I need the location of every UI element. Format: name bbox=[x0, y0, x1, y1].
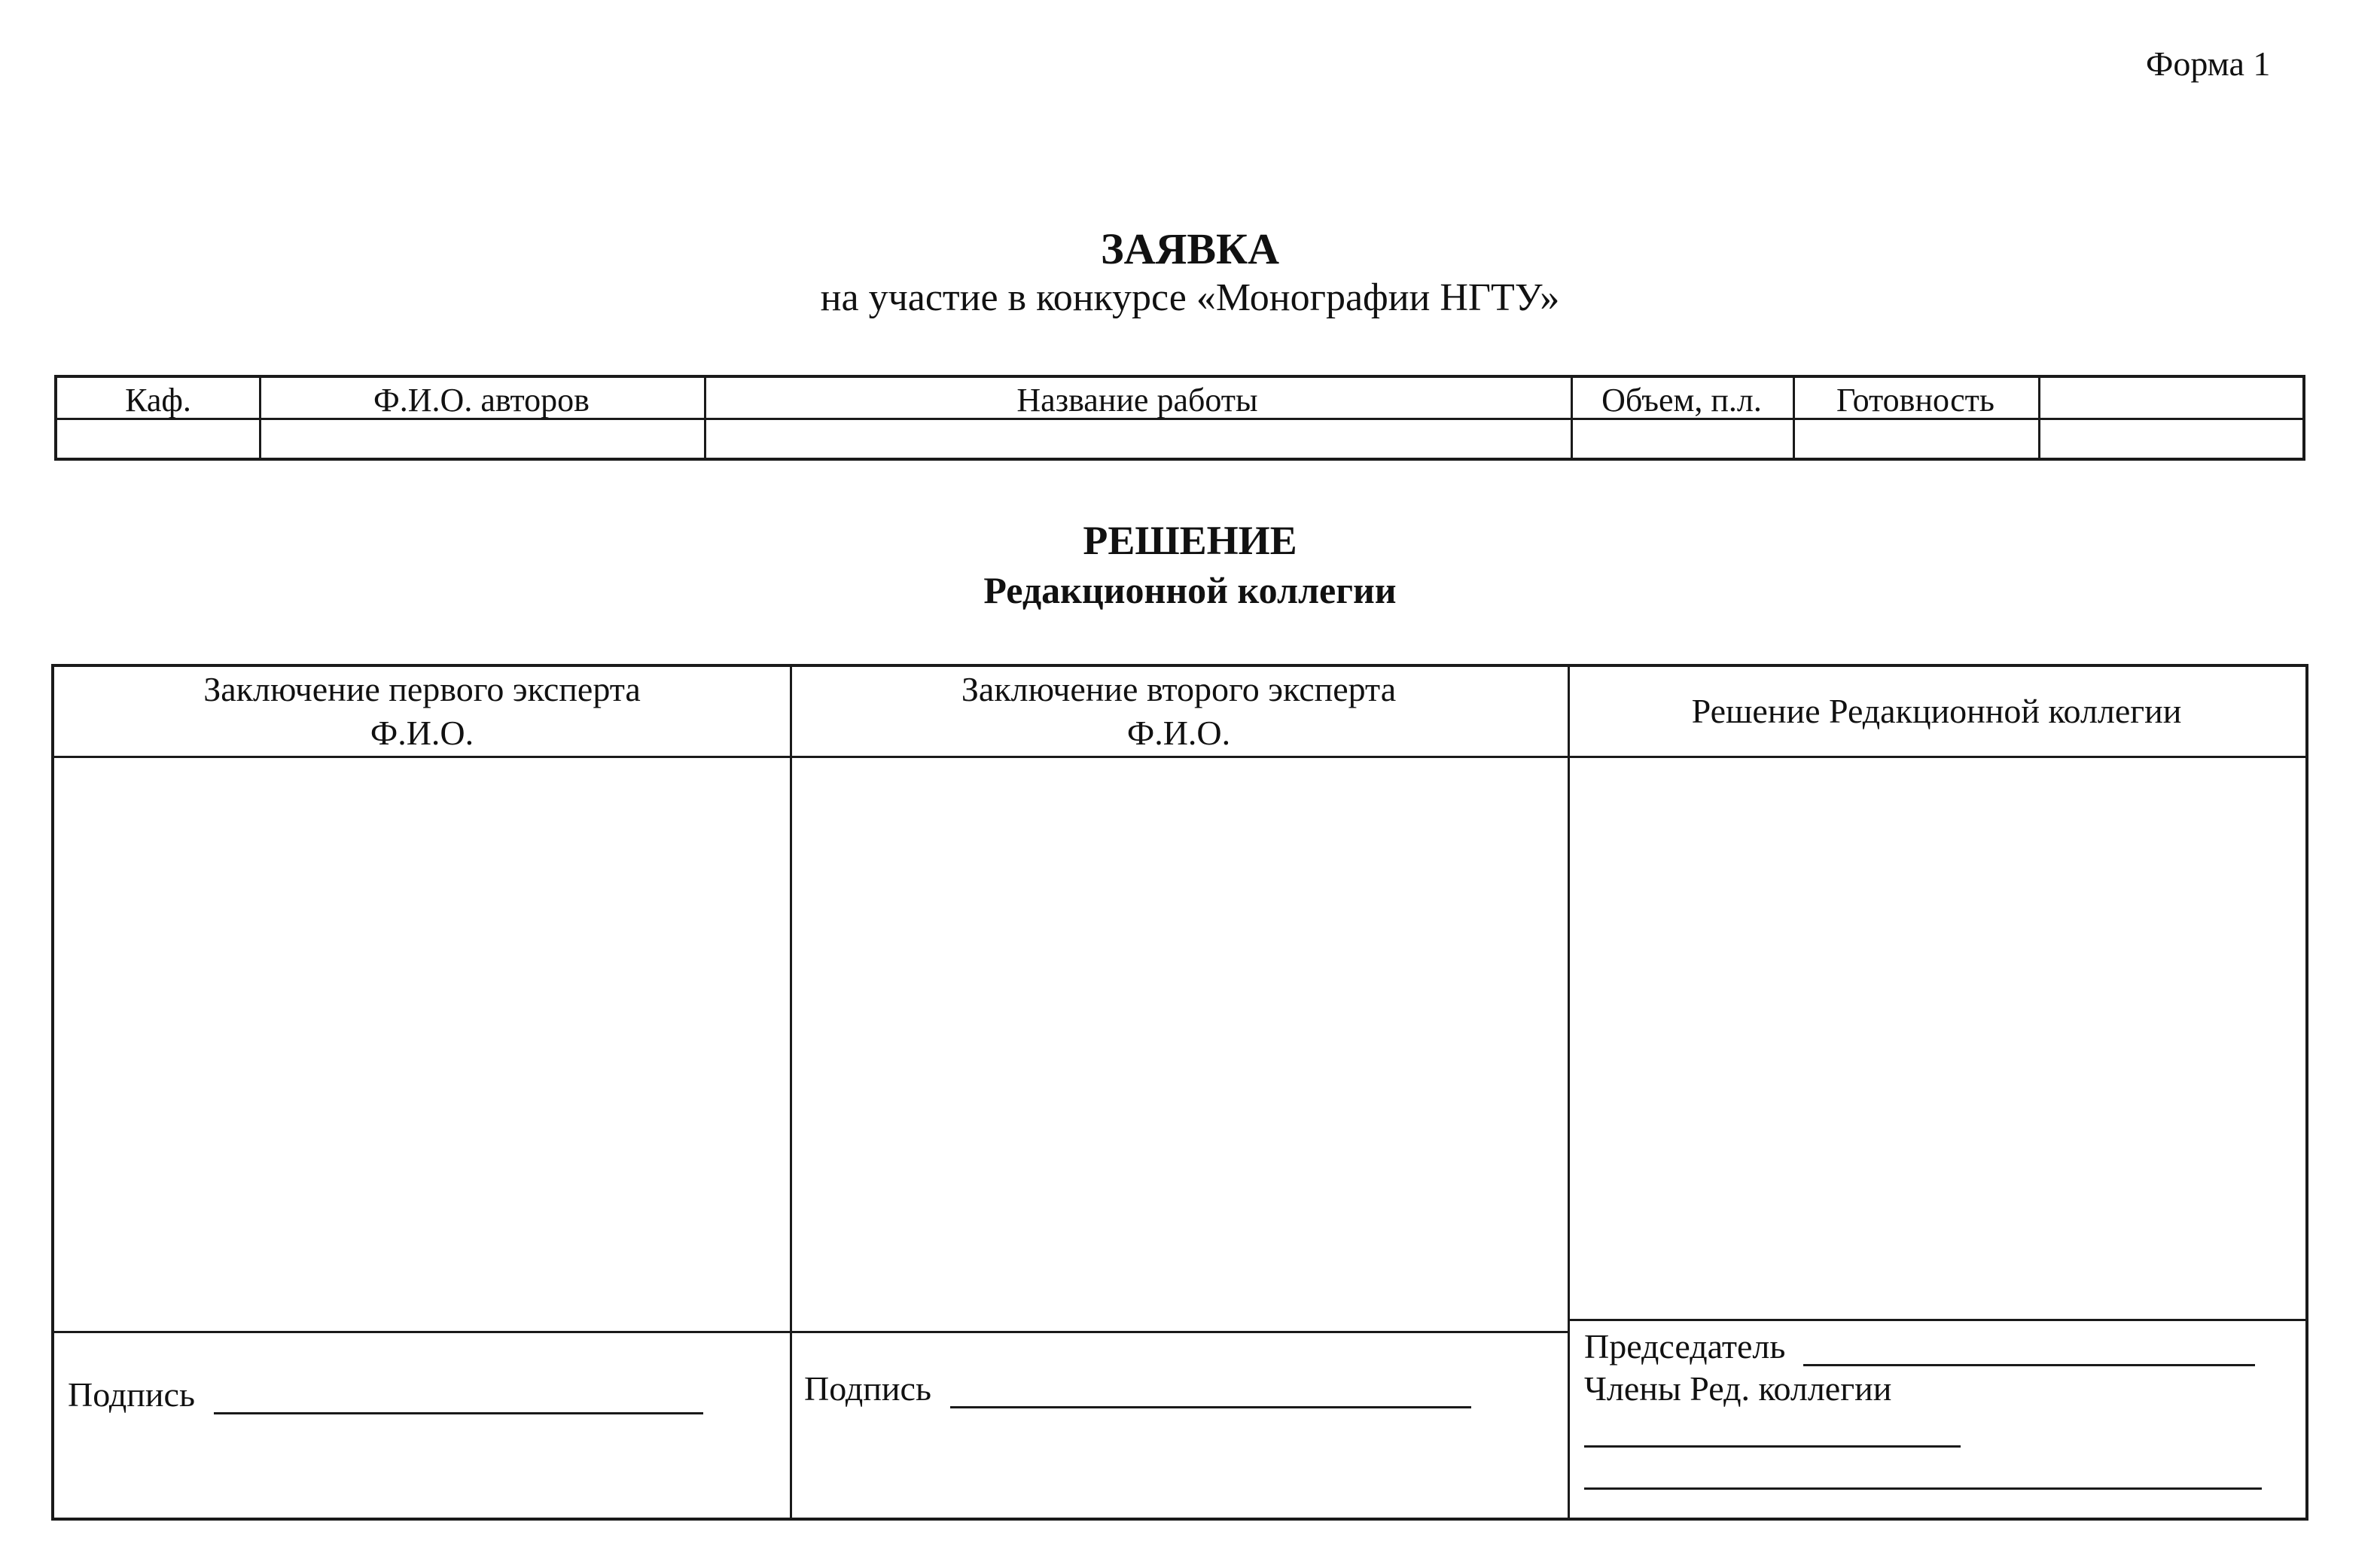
column-divider bbox=[790, 667, 792, 1518]
signature-label: Подпись bbox=[68, 1375, 195, 1414]
signature-line[interactable] bbox=[214, 1382, 703, 1414]
header-readiness: Готовность bbox=[1836, 382, 1995, 419]
board-decision-title: Решение Редакционной коллегии bbox=[1691, 692, 2182, 730]
column-divider bbox=[1568, 667, 1570, 1518]
chairman-label: Председатель bbox=[1584, 1327, 1786, 1366]
signature-line[interactable] bbox=[950, 1376, 1471, 1408]
first-expert-name-label: Ф.И.О. bbox=[370, 714, 474, 752]
signature-divider bbox=[54, 1331, 1568, 1333]
chairman-signature bbox=[1584, 1326, 2255, 1366]
header-department: Каф. bbox=[125, 382, 191, 419]
first-expert-signature bbox=[68, 1375, 703, 1414]
decision-title: РЕШЕНИЕ bbox=[1083, 518, 1297, 563]
second-expert-header bbox=[790, 667, 1568, 756]
application-subtitle: на участие в конкурсе «Монографии НГТУ» bbox=[820, 276, 1560, 319]
board-decision-header bbox=[1568, 667, 2305, 756]
second-expert-title: Заключение второго эксперта bbox=[961, 670, 1397, 708]
first-expert-title: Заключение первого эксперта bbox=[203, 670, 641, 708]
application-table bbox=[54, 375, 2305, 461]
second-expert-signature bbox=[804, 1369, 1471, 1408]
member-signature-line[interactable] bbox=[1584, 1487, 2262, 1490]
header-authors: Ф.И.О. авторов bbox=[373, 382, 590, 419]
member-signature-line[interactable] bbox=[1584, 1445, 1961, 1448]
signature-divider bbox=[1568, 1319, 2305, 1321]
board-members-label: Члены Ред. коллегии bbox=[1584, 1369, 1892, 1408]
header-volume: Объем, п.л. bbox=[1601, 382, 1762, 419]
second-expert-name-label: Ф.И.О. bbox=[1126, 714, 1231, 752]
form-number: Форма 1 bbox=[2146, 44, 2271, 83]
application-title: ЗАЯВКА bbox=[1100, 224, 1279, 273]
signature-label: Подпись bbox=[804, 1369, 931, 1408]
decision-subtitle: Редакционной коллегии bbox=[983, 569, 1397, 611]
chairman-signature-line[interactable] bbox=[1803, 1334, 2255, 1366]
header-divider bbox=[54, 756, 2305, 758]
header-work-title: Название работы bbox=[1016, 382, 1258, 419]
header-blank bbox=[2038, 378, 2302, 420]
decision-table bbox=[51, 664, 2308, 1521]
first-expert-header bbox=[54, 667, 790, 756]
